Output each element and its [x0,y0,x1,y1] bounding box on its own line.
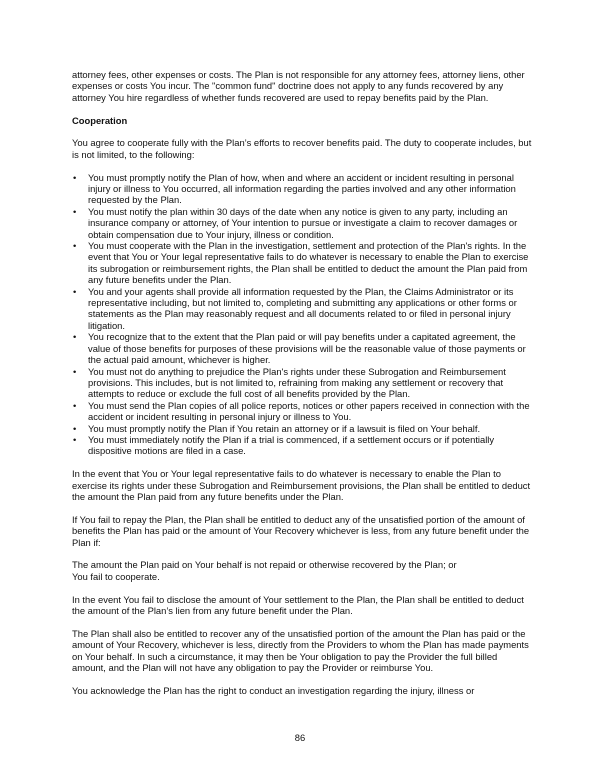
document-page [72,69,532,708]
fail-repay-paragraph: If You fail to repay the Plan, the Plan shall be entitled to deduct any of the unsatisfied portion of the amount of benefits the Plan has paid or the amount of Your Recovery whichever is less, from any future benefit under the Plan if: [72,513,530,548]
providers-paragraph: The Plan shall also be entitled to recover any of the unsatisfied portion of the amount the Plan has paid or the amount of Your Recovery, whichever is less, directly from the Providers to whom the Plan has made payments on Your behalf. In such a circumstance, it may then be Your obligation to pay the Provider the full billed amount, and the Plan will not have any obligation to pay the Provider or reimburse You. [72,627,529,673]
disclose-paragraph: In the event You fail to disclose the amount of Your settlement to the Plan, the Plan shall be entitled to deduct the amount of the Plan’s lien from any future benefit under the Plan. [72,593,524,616]
page-number: 86 [294,732,306,743]
list-item: • You must immediately notify the Plan if a trial is commenced, if a settlement occurs or if potentially dispositive motions are filed in a case. [72,434,532,457]
event-paragraph: In the event that You or Your legal representative fails to do whatever is necessary to enable the Plan to exercise its rights under these Subrogation and Reimbursement provisions, the Plan shall be entitled to deduct the amount the Plan paid from any future benefits under the Plan. [72,468,531,502]
condition-1: The amount the Plan paid on Your behalf is not repaid or otherwise recovered by the Plan; or [72,559,457,571]
list-item: • You recognize that to the extent that the Plan paid or will pay benefits under a capitated agreement, the value of those benefits for purposes of these provisions will be the reasonable value of those payments or the actual paid amount, whichever is higher. [72,331,532,365]
list-item: • You must cooperate with the Plan in the investigation, settlement and protection of the Plan's rights. In the event that You or Your legal representative fails to do whatever is necessary to enable the Plan to exercise its subrogation or reimbursement rights, the Plan shall be entitled to deduct the amount the Plan paid from any future benefits under the Plan. [72,240,532,286]
list-item: • You and your agents shall provide all information requested by the Plan, the Claims Administrator or its representative including, but not limited to, completing and submitting any applications or other forms or statements as the Plan may reasonably request and all documents related to or filed in personal injury litigation. [72,286,532,332]
list-item: • You must notify the plan within 30 days of the date when any notice is given to any party, including an insurance company or attorney, of Your intention to pursue or investigate a claim to recover damages or obtain compensation due to Your injury, illness or condition. [72,206,532,240]
section-heading: Cooperation [72,114,128,126]
intro-paragraph: attorney fees, other expenses or costs. The Plan is not responsible for any attorney fees, attorney liens, other expenses or costs You incur. The "common fund" doctrine does not apply to any funds recovered by any attorney You hire regardless of whether funds recovered are used to repay benefits paid by the Plan. [72,69,525,103]
list-item: • You must send the Plan copies of all police reports, notices or other papers received in connection with the accident or incident resulting in personal injury or illness to You. [72,400,532,423]
list-item: • You must not do anything to prejudice the Plan's rights under these Subrogation and Reimbursement provisions. This includes, but is not limited to, refraining from making any settlement or recovery that attempts to reduce or exclude the full cost of all benefits provided by the Plan. [72,366,532,400]
list-item: • You must promptly notify the Plan if You retain an attorney or if a lawsuit is filed on Your behalf. [72,423,532,434]
cooperation-list [72,172,532,457]
condition-2: You fail to cooperate. [72,570,160,582]
acknowledge-paragraph: You acknowledge the Plan has the right to conduct an investigation regarding the injury, illness or [72,684,475,696]
cooperation-intro: You agree to cooperate fully with the Plan’s efforts to recover benefits paid. The duty to cooperate includes, but is not limited, to the following: [72,137,532,160]
list-item: • You must promptly notify the Plan of how, when and where an accident or incident resulting in personal injury or illness to You occurred, all information regarding the parties involved and any other information requested by the Plan. [72,172,532,206]
